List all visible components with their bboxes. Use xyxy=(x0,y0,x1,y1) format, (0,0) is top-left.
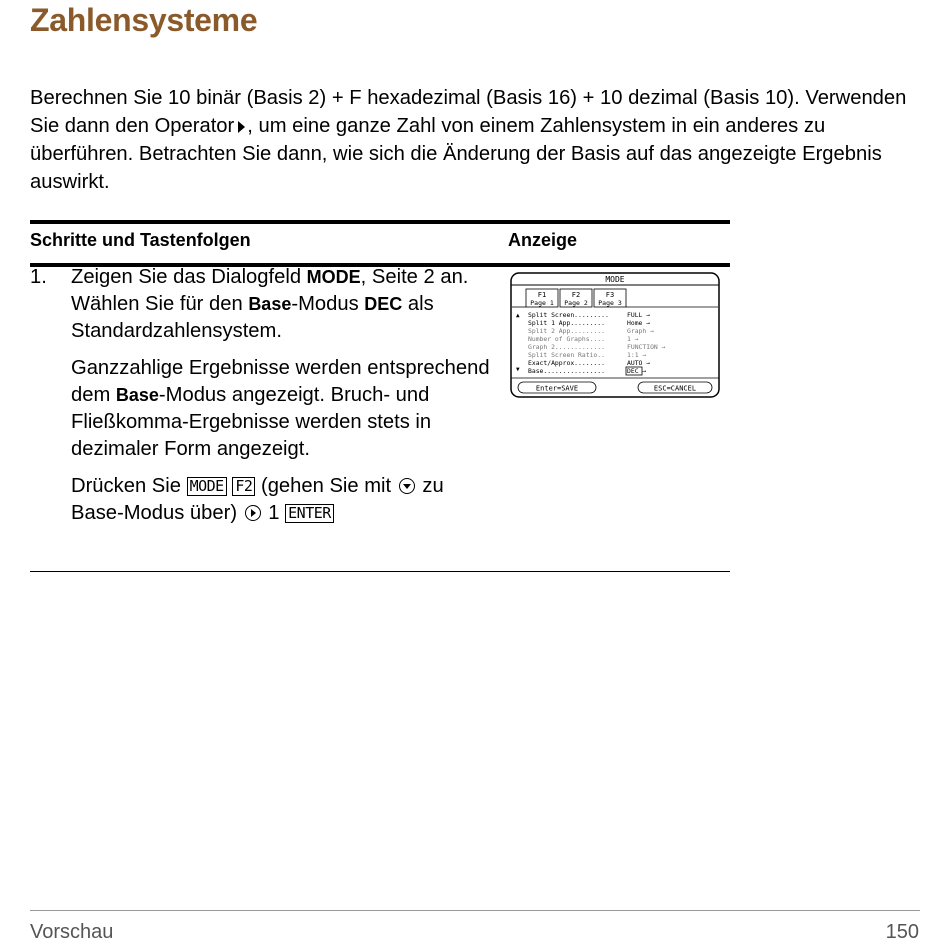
arrow-right-key-icon xyxy=(245,505,261,521)
step-paragraph-1 xyxy=(71,264,501,345)
table-header xyxy=(30,230,730,251)
screen-title: MODE xyxy=(605,275,625,284)
tab-f2-key: F2 xyxy=(571,291,581,299)
text: als Standardzahlensystem. xyxy=(71,293,434,342)
keyword-base: Base xyxy=(115,385,159,405)
step-paragraph-3 xyxy=(71,473,501,527)
row-value: FUNCTION → xyxy=(627,343,666,351)
scroll-down-icon: ▼ xyxy=(516,366,520,373)
screen-rows xyxy=(528,311,666,375)
row-value: Graph → xyxy=(627,327,654,335)
tab-f3-key: F3 xyxy=(605,291,615,299)
text: (gehen Sie mit xyxy=(255,475,397,497)
page-number: 150 xyxy=(885,921,919,943)
tab-f2-page: Page 2 xyxy=(564,299,588,307)
text: Drücken Sie xyxy=(71,475,187,497)
step-paragraph-2 xyxy=(71,355,501,463)
keyword-base: Base xyxy=(248,294,292,314)
conversion-operator-icon xyxy=(238,121,245,133)
row-label: Exact/Approx........ xyxy=(528,359,605,367)
text: Ganzzahlige Ergebnisse werden entsprechend dem xyxy=(71,357,490,406)
enter-save-label: Enter=SAVE xyxy=(535,384,579,393)
row-value-selected: DEC → xyxy=(627,367,647,375)
arrow-down-key-icon xyxy=(399,478,415,494)
tab-f1-key: F1 xyxy=(537,291,547,299)
row-label: Number of Graphs.... xyxy=(528,335,605,343)
table-bottom-rule xyxy=(30,571,730,572)
scroll-up-icon: ▲ xyxy=(516,312,520,319)
text: 1 xyxy=(262,502,286,524)
tab-f1-page: Page 1 xyxy=(530,299,554,307)
row-label: Graph 2............. xyxy=(528,343,605,351)
keyword-mode: MODE xyxy=(306,267,361,287)
esc-cancel-label: ESC=CANCEL xyxy=(653,384,697,393)
row-label: Split 1 App......... xyxy=(528,319,605,327)
page-title: Zahlensysteme xyxy=(30,2,258,38)
text: , Seite 2 an. Wählen Sie für den xyxy=(71,266,469,315)
keyword-dec: DEC xyxy=(364,294,403,314)
key-enter: ENTER xyxy=(285,504,334,523)
row-label: Split Screen......... xyxy=(528,311,609,319)
tab-f3-page: Page 3 xyxy=(598,299,622,307)
calculator-screen xyxy=(510,272,720,398)
text: Zeigen Sie das Dialogfeld xyxy=(71,266,307,288)
column-header-steps: Schritte und Tastenfolgen xyxy=(30,230,251,250)
footer-rule xyxy=(30,910,920,911)
intro-text-2: , um eine ganze Zahl von einem Zahlensystem in ein anderes zu überführen. Betrachten Sie dann, wie sich die Änderung der Basis auf das angezeigte Ergebnis auswirkt. xyxy=(30,115,882,193)
column-header-display: Anzeige xyxy=(508,230,578,250)
table-top-rule xyxy=(30,220,730,224)
text: -Modus angezeigt. Bruch- und Fließkomma-Ergebnisse werden stets in dezimaler Form angezeigt. xyxy=(71,384,432,460)
text: -Modus xyxy=(291,293,365,315)
intro-text-1: Berechnen Sie 10 binär (Basis 2) + F hexadezimal (Basis 16) + 10 dezimal (Basis 10). Verwenden Sie dann den Operator xyxy=(30,87,907,137)
step-body xyxy=(71,264,501,537)
text: zu Base-Modus über) xyxy=(71,475,444,524)
intro-paragraph xyxy=(30,84,925,196)
row-label: Split Screen Ratio.. xyxy=(528,351,605,359)
row-label: Base................ xyxy=(528,367,605,375)
row-label: Split 2 App......... xyxy=(528,327,605,335)
key-mode: MODE xyxy=(187,477,227,496)
row-value: FULL → xyxy=(627,311,651,319)
row-value: Home → xyxy=(627,319,651,327)
key-f2: F2 xyxy=(232,477,255,496)
footer-label: Vorschau xyxy=(30,921,114,943)
row-value: 1 → xyxy=(627,335,639,343)
row-value: AUTO → xyxy=(627,359,651,367)
step-number: 1. xyxy=(30,266,47,288)
row-value: 1:1 → xyxy=(627,351,647,359)
steps-table xyxy=(30,220,730,524)
